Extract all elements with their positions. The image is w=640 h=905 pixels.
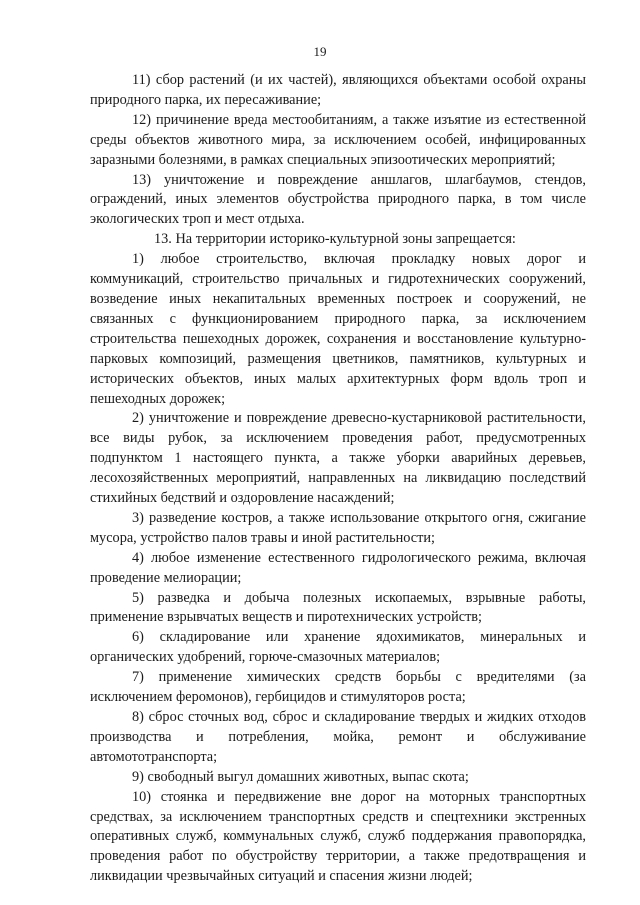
page-number: 19 [313, 44, 327, 59]
document-body [90, 71, 586, 887]
paragraph-item-9: 9) свободный выгул домашних животных, выпас скота; [132, 768, 469, 785]
paragraph-item-10: 10) стоянка и передвижение вне дорог на моторных транспортных средствах, за исключением транспортных средств и спецтехники экстренных оперативных служб, коммунальных служб, служб поддержания правопорядка, проведения работ по обустройству территории, а также предотвращения и ликвидации чрезвычайных ситуаций и спасения жизни людей; [90, 788, 586, 885]
section-heading-13: 13. На территории историко-культурной зоны запрещается: [154, 231, 516, 248]
paragraph-item-12: 12) причинение вреда местообитаниям, а также изъятие из естественной среды объектов животного мира, за исключением особей, инфицированных заразными болезнями, в рамках специальных эпизоотических мероприятий; [90, 111, 586, 168]
paragraph-item-4: 4) любое изменение естественного гидрологического режима, включая проведение мелиорации; [90, 549, 586, 586]
paragraph-item-3: 3) разведение костров, а также использование открытого огня, сжигание мусора, устройство палов травы и иной растительности; [90, 509, 586, 546]
paragraph-item-8: 8) сброс сточных вод, сброс и складирование твердых и жидких отходов производства и потребления, мойка, ремонт и обслуживание автомототранспорта; [90, 709, 586, 765]
paragraph-item-2: 2) уничтожение и повреждение древесно-кустарниковой растительности, все виды рубок, за исключением проведения работ, предусмотренных подпунктом 1 настоящего пункта, а также уборки аварийных деревьев, лесохозяйственных мероприятий, направленных на ликвидацию последствий стихийных бедствий и оздоровление насаждений; [90, 410, 586, 507]
paragraph-item-7: 7) применение химических средств борьбы с вредителями (за исключением феромонов), гербицидов и стимуляторов роста; [90, 669, 586, 706]
paragraph-item-13: 13) уничтожение и повреждение аншлагов, шлагбаумов, стендов, ограждений, иных элементов обустройства природного парка, в том числе экологических троп и мест отдыха. [90, 171, 586, 228]
paragraph-item-1: 1) любое строительство, включая прокладку новых дорог и коммуникаций, строительство причальных и гидротехнических сооружений, возведение иных некапитальных временных построек и сооружений, не связанных с функционированием природного парка, за исключением строительства пешеходных дорожек, сохранения и восстановление культурно-парковых композиций, размещения цветников, памятников, культурных и исторических объектов, иных малых архитектурных форм вдоль троп и пешеходных дорожек; [90, 251, 586, 407]
paragraph-item-5: 5) разведка и добыча полезных ископаемых, взрывные работы, применение взрывчатых веществ и пиротехнических устройств; [90, 589, 586, 626]
paragraph-item-11: 11) сбор растений (и их частей), являющихся объектами особой охраны природного парка, их пересаживание; [90, 72, 586, 108]
paragraph-item-6: 6) складирование или хранение ядохимикатов, минеральных и органических удобрений, горюче-смазочных материалов; [90, 629, 586, 666]
